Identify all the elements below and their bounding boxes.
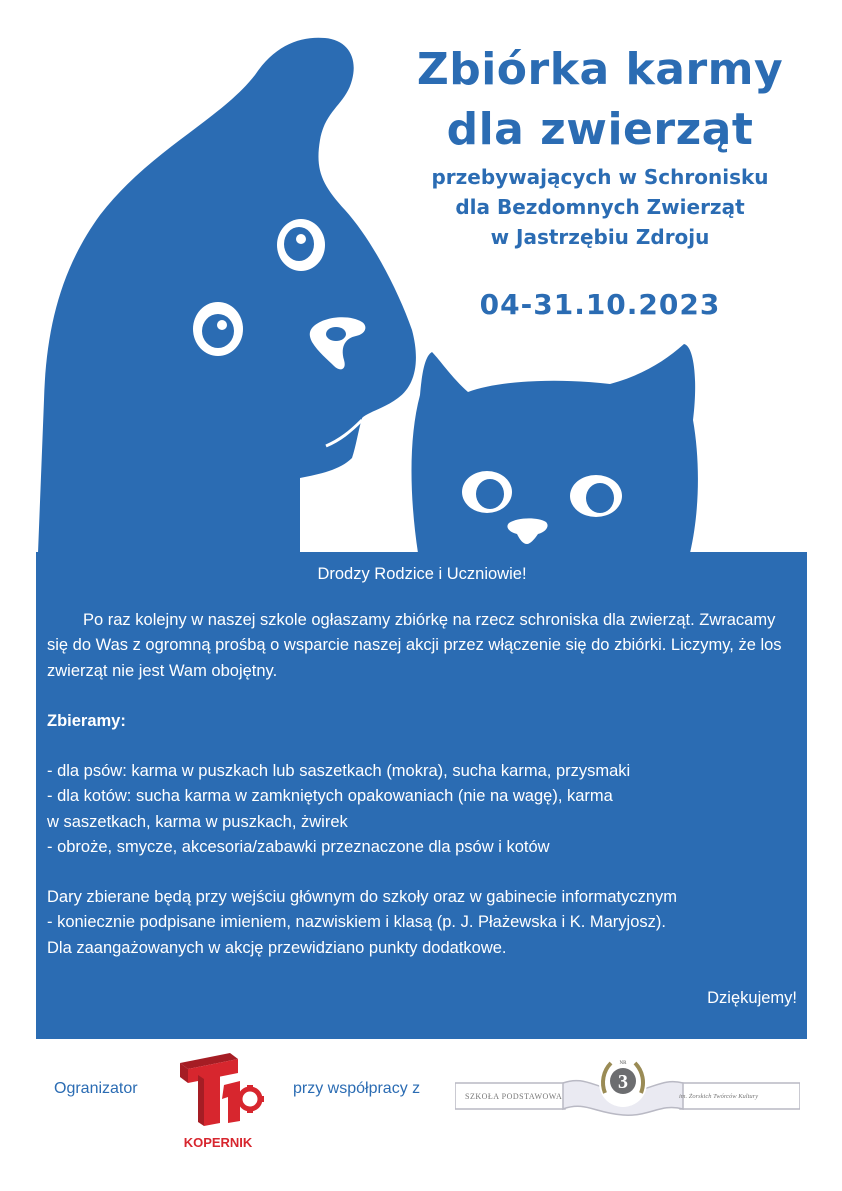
intro-paragraph: Po raz kolejny w naszej szkole ogłaszamy zbiórkę na rzecz schroniska dla zwierząt. Zwracamy się do Was z ogromną prośbą o wsparcie naszej akcji przez włączenie się do zbiórki. Liczymy, że los zwierząt nie jest Wam obojętny. (47, 610, 782, 680)
organizer-label: Ogranizator (54, 1080, 138, 1097)
cat-silhouette (412, 344, 698, 553)
list-item: - dla psów: karma w puszkach lub saszetkach (mokra), sucha karma, przysmaki (47, 761, 631, 780)
subtitle-line-2: dla Bezdomnych Zwierząt (455, 195, 745, 219)
info-line: - koniecznie podpisane imieniem, nazwiskiem i klasą (p. J. Płażewska i K. Maryjosz). (47, 913, 666, 931)
school-logo-right-text: im. Żorskich Twórców Kultury (679, 1093, 759, 1100)
subtitle-line-1: przebywających w Schronisku (431, 165, 769, 189)
info-panel (36, 552, 807, 1039)
subtitle (400, 162, 800, 252)
event-date: 04-31.10.2023 (479, 288, 721, 321)
subtitle-line-3: w Jastrzębiu Zdroju (490, 225, 710, 249)
school-logo-number: 3 (618, 1071, 628, 1093)
school-logo-left-text: SZKOŁA PODSTAWOWA (465, 1092, 563, 1101)
collect-list (47, 759, 797, 861)
list-item: - obroże, smycze, akcesoria/zabawki przeznaczone dla psów i kotów (47, 838, 550, 856)
dog-silhouette (38, 38, 416, 553)
cooperation-label: przy współpracy z (293, 1080, 421, 1097)
thanks-text: Dziękujemy! (707, 989, 797, 1007)
title-line-2: dla zwierząt (446, 104, 754, 155)
drop-off-info (47, 885, 797, 962)
title-line-1: Zbiórka karmy (416, 44, 784, 95)
info-line: Dla zaangażowanych w akcję przewidziano punkty dodatkowe. (47, 938, 507, 957)
info-line: Dary zbierane będą przy wejściu głównym do szkoły oraz w gabinecie informatycznym (47, 887, 678, 906)
collect-heading: Zbieramy: (47, 712, 126, 730)
list-item: - dla kotów: sucha karma w zamkniętych opakowaniach (nie na wagę), karma (47, 787, 613, 805)
title-block (400, 40, 800, 321)
kopernik-logo (170, 1045, 270, 1153)
greeting: Drodzy Rodzice i Uczniowie! (317, 565, 527, 583)
school-logo-nr: NR (619, 1061, 627, 1066)
kopernik-logo-text: KOPERNIK (183, 1135, 253, 1150)
list-item: w saszetkach, karma w puszkach, żwirek (47, 812, 348, 831)
